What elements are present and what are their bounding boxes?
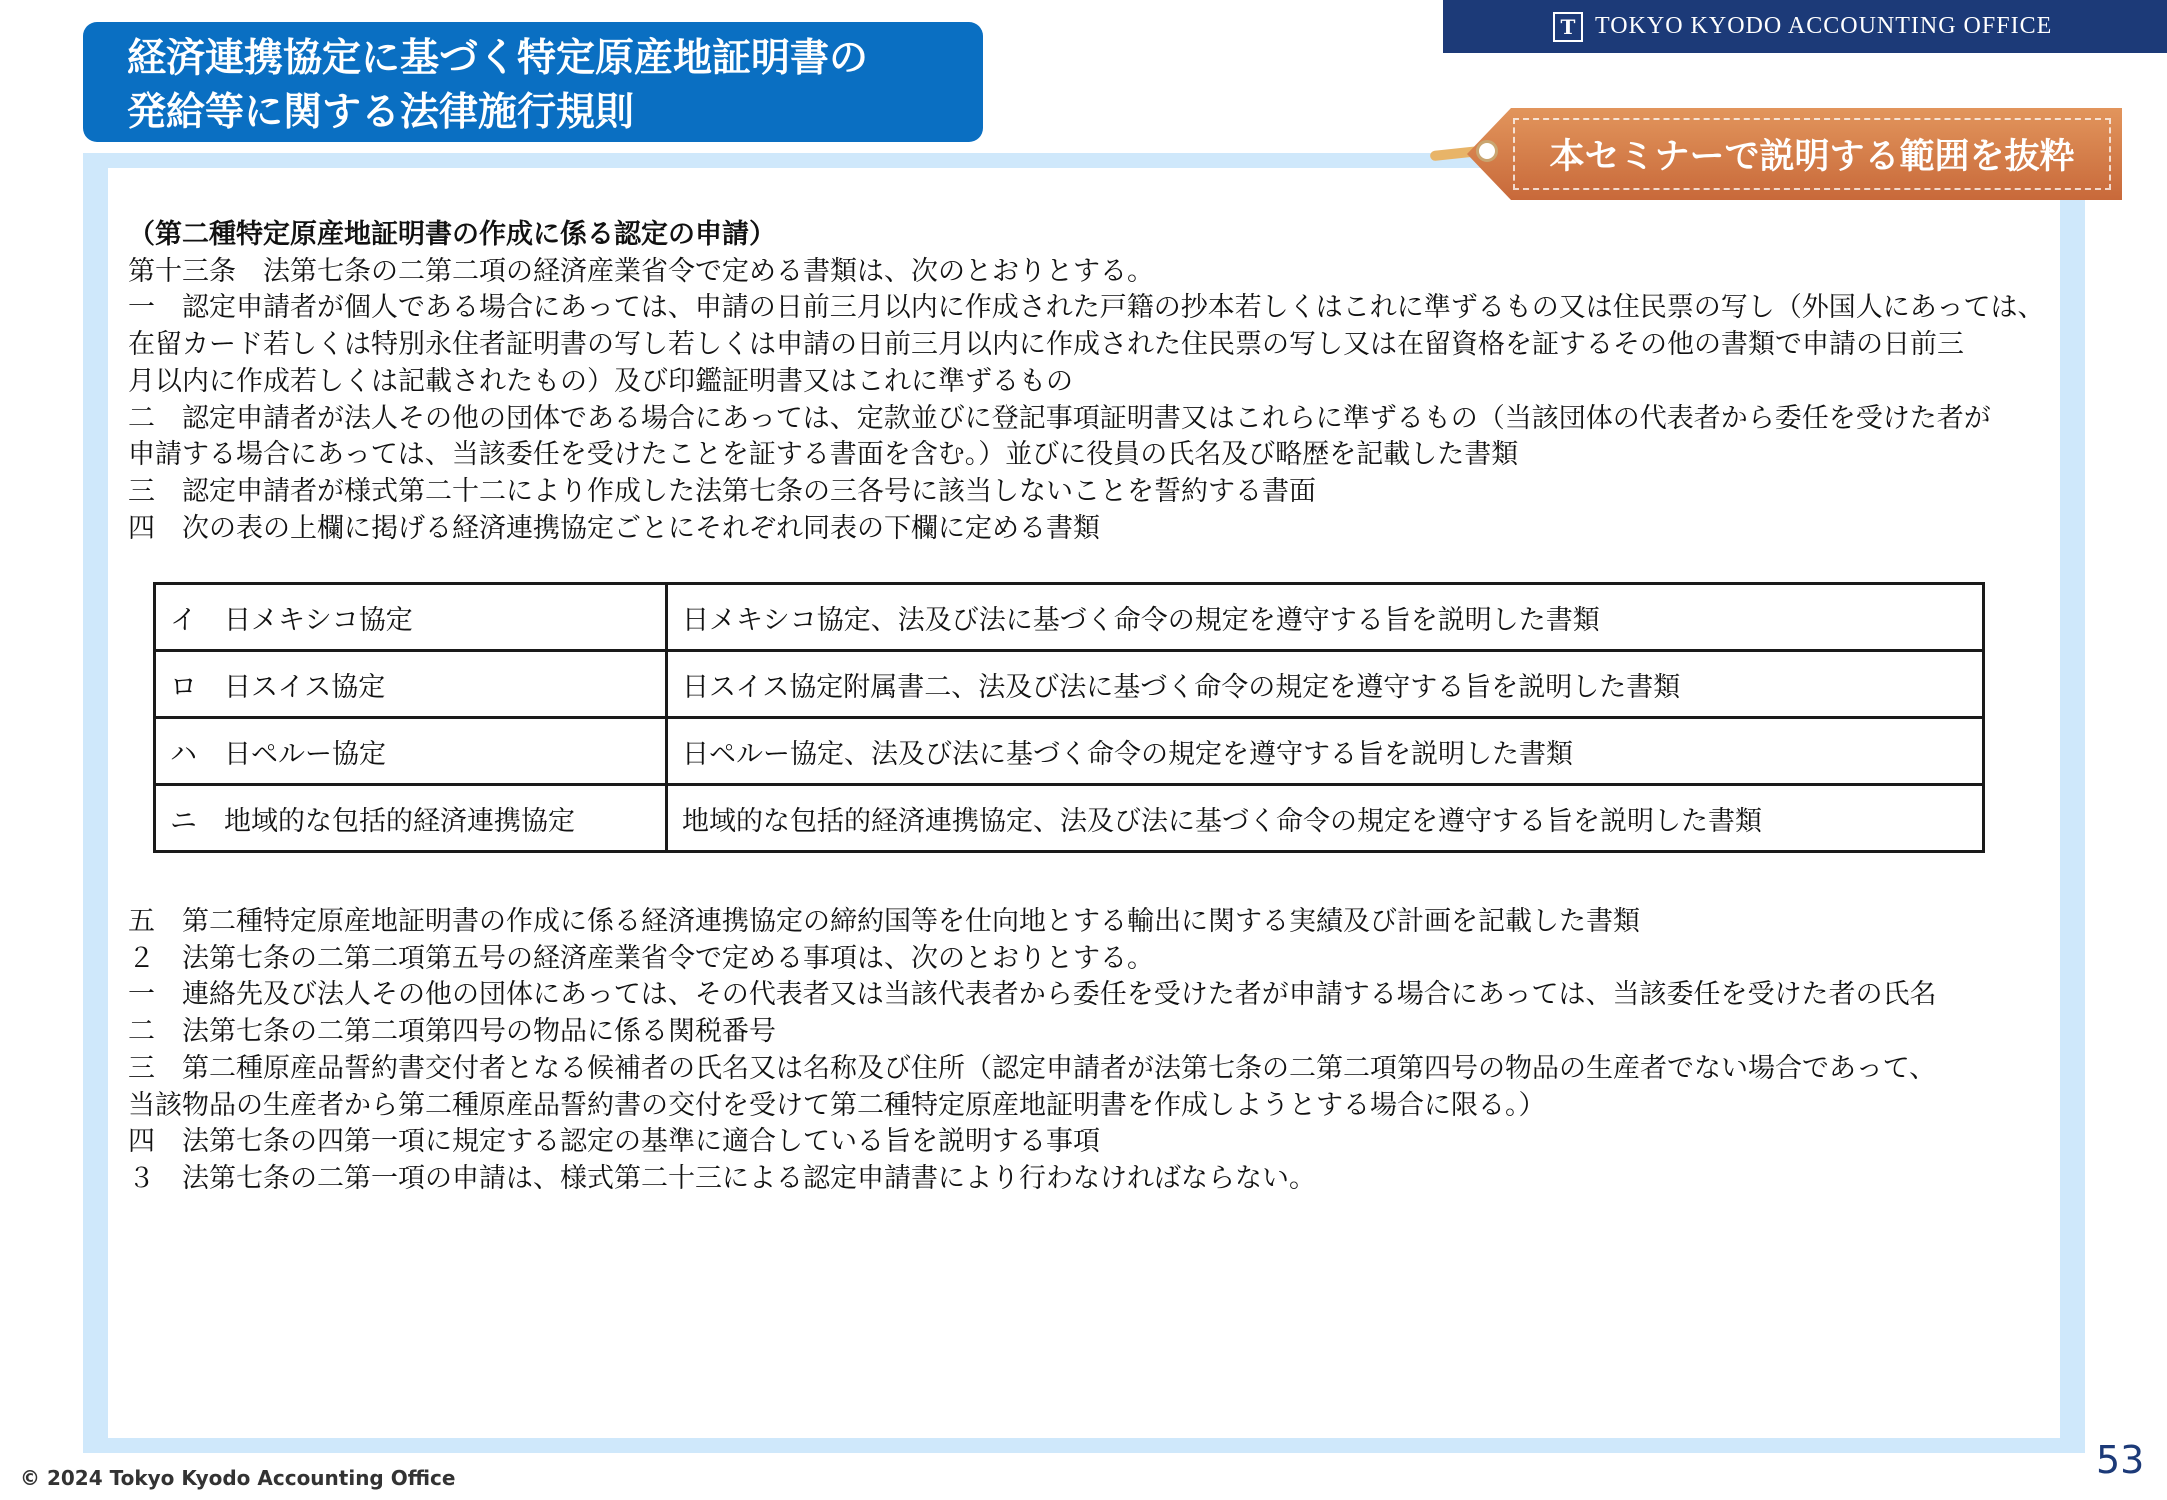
table-cell-document: 日メキシコ協定、法及び法に基づく命令の規定を遵守する旨を説明した書類 [667,584,1984,651]
table-cell-document: 日スイス協定附属書二、法及び法に基づく命令の規定を遵守する旨を説明した書類 [667,651,1984,718]
body-line: ２ 法第七条の二第二項第五号の経済産業省令で定める事項は、次のとおりとする。 [128,942,1154,974]
table-row [155,785,1984,852]
body-line: 当該物品の生産者から第二種原産品誓約書の交付を受けて第二種特定原産地証明書を作成しようとする場合に限る。） [128,1089,1546,1121]
table-cell-agreement: ロ 日スイス協定 [155,651,667,718]
scope-tag-label: 本セミナーで説明する範囲を抜粋 [1549,137,2075,177]
scope-tag [1513,118,2111,190]
article-body-continued [128,904,2053,1198]
page-title-line-2: 発給等に関する法律施行規則 [127,90,635,135]
brand-header [1443,0,2167,53]
body-line: 一 連絡先及び法人その他の団体にあっては、その代表者又は当該代表者から委任を受けた者が申請する場合にあっては、当該委任を受けた者の氏名 [128,979,1937,1011]
copyright-notice: © 2024 Tokyo Kyodo Accounting Office [20,1466,456,1490]
table-row [155,584,1984,651]
body-line: 四 次の表の上欄に掲げる経済連携協定ごとにそれぞれ同表の下欄に定める書類 [128,512,1100,544]
body-line: 三 第二種原産品誓約書交付者となる候補者の氏名又は名称及び住所（認定申請者が法第七条の二第二項第四号の物品の生産者でない場合であって、 [128,1052,1937,1084]
body-line: 第十三条 法第七条の二第二項の経済産業省令で定める書類は、次のとおりとする。 [128,255,1154,287]
body-line: ３ 法第七条の二第一項の申請は、様式第二十三による認定申請書により行わなければならない。 [128,1162,1316,1194]
page-number: 53 [2096,1438,2145,1482]
body-line: 四 法第七条の四第一項に規定する認定の基準に適合している旨を説明する事項 [128,1126,1100,1158]
body-line: 二 法第七条の二第二項第四号の物品に係る関税番号 [128,1016,776,1048]
body-line: 在留カード若しくは特別永住者証明書の写し若しくは申請の日前三月以内に作成された住民票の写し又は在留資格を証するその他の書類で申請の日前三 [128,329,1964,361]
page-title-line-1: 経済連携協定に基づく特定原産地証明書の [127,36,869,81]
body-line: 月以内に作成若しくは記載されたもの）及び印鑑証明書又はこれに準ずるもの [128,365,1073,397]
tag-hole-icon [1476,140,1498,162]
table-cell-agreement: ニ 地域的な包括的経済連携協定 [155,785,667,852]
article-heading: （第二種特定原産地証明書の作成に係る認定の申請） [128,219,776,250]
agreement-table [153,582,1985,853]
body-line: 一 認定申請者が個人である場合にあっては、申請の日前三月以内に作成された戸籍の抄本若しくはこれに準ずるもの又は住民票の写し（外国人にあっては、 [128,292,2045,324]
table-cell-agreement: ハ 日ペルー協定 [155,718,667,785]
brand-logo-icon: T [1553,12,1583,42]
table-cell-agreement: イ 日メキシコ協定 [155,584,667,651]
body-line: 二 認定申請者が法人その他の団体である場合にあっては、定款並びに登記事項証明書又はこれらに準ずるもの（当該団体の代表者から委任を受けた者が [128,402,1991,434]
brand-name: TOKYO KYODO ACCOUNTING OFFICE [1595,13,2053,39]
body-line: 五 第二種特定原産地証明書の作成に係る経済連携協定の締約国等を仕向地とする輸出に関する実績及び計画を記載した書類 [128,906,1640,937]
body-line: 三 認定申請者が様式第二十二により作成した法第七条の三各号に該当しないことを誓約する書面 [128,475,1316,507]
table-row [155,718,1984,785]
table-cell-document: 日ペルー協定、法及び法に基づく命令の規定を遵守する旨を説明した書類 [667,718,1984,785]
body-line: 申請する場合にあっては、当該委任を受けたことを証する書面を含む。）並びに役員の氏名及び略歴を記載した書類 [128,439,1519,471]
page-title [83,22,983,142]
article-body [128,217,2053,547]
table-row [155,651,1984,718]
table-cell-document: 地域的な包括的経済連携協定、法及び法に基づく命令の規定を遵守する旨を説明した書類 [667,785,1984,852]
